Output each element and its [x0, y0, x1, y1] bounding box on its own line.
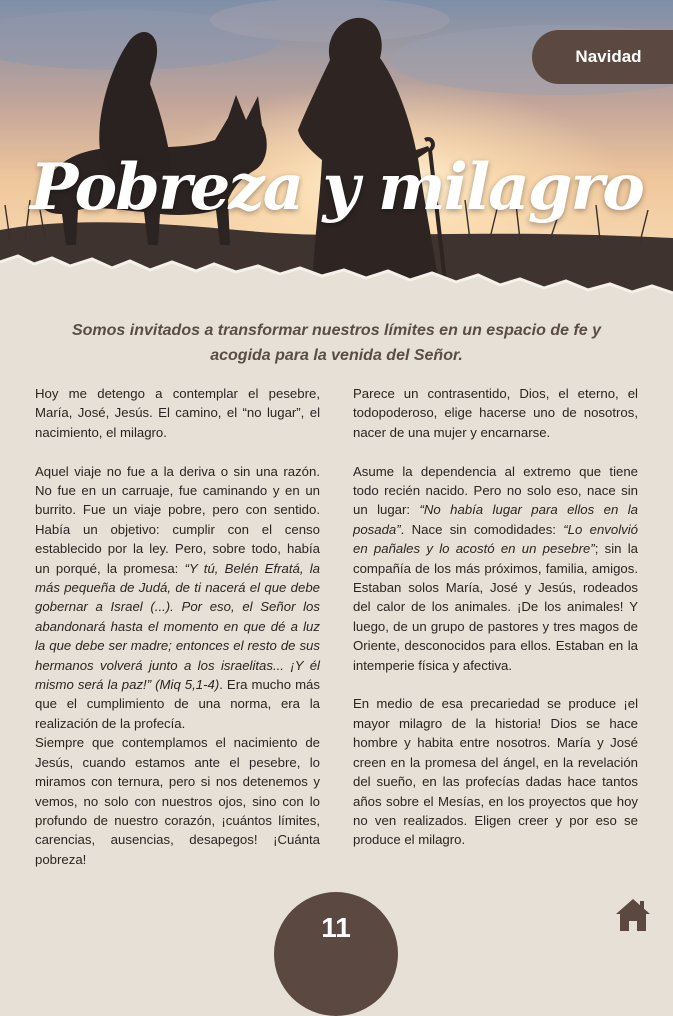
page-number-badge	[274, 892, 398, 1016]
quote: “Y tú, Belén Efratá, la más pequeña de Judá, de ti nacerá el que debe gobernar a Israel (...). Por eso, el Señor los abandonará hasta el momento en que dé a luz la que debe ser madre; entonces el resto de sus hermanos volverá junto a los israelitas... ¡Y él mismo será la paz!” (Miq 5,1-4)	[35, 560, 320, 693]
left-column	[35, 384, 320, 889]
paragraph: Aquel viaje no fue a la deriva o sin una razón. No fue en un carruaje, fue caminando y en un burrito. Fue un viaje pobre, pero con sentido. Había un objetivo: cumplir con el censo establecido por la ley. Pero, sobre todo, había un porqué, la promesa: “Y tú, Belén Efratá, la más pequeña de Judá, de ti nacerá el que debe gobernar a Israel (...). Por eso, el Señor los abandonará hasta el momento en que dé a luz la que debe ser madre; entonces el resto de sus hermanos volverá junto a los israelitas... ¡Y él mismo será la paz!” (Miq 5,1-4). Era mucho más que el cumplimiento de una norma, era la realización de la profecía.	[35, 463, 320, 731]
paragraph: Hoy me detengo a contemplar el pesebre, María, José, Jesús. El camino, el “no lugar”, el nacimiento, el milagro.	[35, 386, 320, 440]
paragraph: Siempre que contemplamos el nacimiento de Jesús, cuando estamos ante el pesebre, lo miramos con ternura, pero si nos detenemos y vemos, no solo con nuestros ojos, sino con lo profundo de nuestro corazón, ¡cuántos límites, carencias, ausencias, desapegos! ¡Cuánta pobreza!	[35, 735, 320, 867]
paragraph: Asume la dependencia al extremo que tiene todo recién nacido. Pero no solo eso, nace sin un lugar: “No había lugar para ellos en la posada”. Nace sin comodidades: “Lo envolvió en pañales y lo acostó en un pesebre”; sin la compañía de los más próximos, familia, amigos. Estaban solos María, José y Jesús, rodeados del calor de los animales. ¡De los animales! Y luego, de un grupo de pastores y tres magos de Oriente, desconocidos para ellos. Estaban en la intemperie física y afectiva.	[353, 463, 639, 673]
home-icon[interactable]	[614, 896, 652, 934]
quote: “Lo envolvió en pañales y lo acostó en un pesebre”	[353, 521, 639, 557]
subtitle: Somos invitados a transformar nuestros límites en un espacio de fe y acogida para la venida del Señor.	[71, 322, 602, 364]
right-column	[353, 384, 638, 869]
page-number: 11	[321, 912, 351, 943]
quote: “No había lugar para ellos en la posada”	[353, 502, 638, 537]
paragraph: Parece un contrasentido, Dios, el eterno, el todopoderoso, elige hacerse uno de nosotros, nacer de una mujer y encarnarse.	[353, 386, 638, 440]
paragraph: En medio de esa precariedad se produce ¡el mayor milagro de la historia! Dios se hace hombre y habita entre nosotros. María y José creen en la promesa del ángel, en la revelación del sueño, en las profecías dadas hace tantos años sobre el Mesías, en los proyectos que hoy no ven realizados. Eligen creer y por eso se produce el milagro.	[353, 696, 638, 848]
section-tag: Navidad	[532, 30, 673, 84]
page-title: Pobreza y milagro	[30, 150, 643, 225]
